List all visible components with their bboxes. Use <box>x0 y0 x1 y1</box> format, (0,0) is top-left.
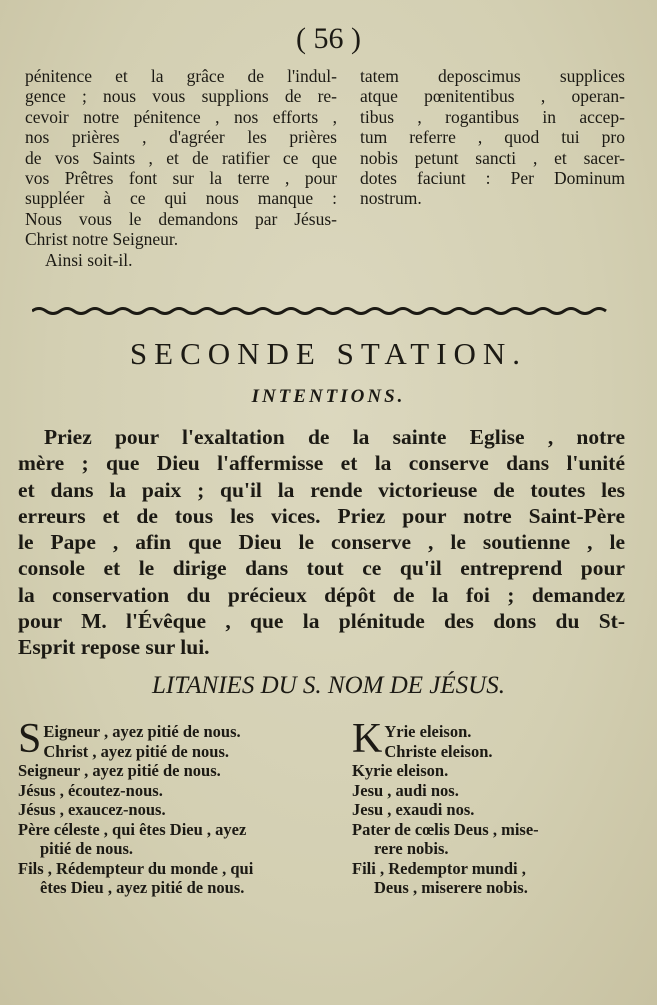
text-line: la conservation du précieux dépôt de la foi ; demandez <box>18 582 625 607</box>
text-line: nos prières , d'agréer les prières <box>25 127 337 148</box>
litany-line: Seigneur , ayez pitié de nous. <box>18 761 221 780</box>
text-line: de vos Saints , et de ratifier ce que <box>25 147 337 168</box>
text-line: dotes faciunt : Per Dominum <box>360 168 625 189</box>
drop-cap: K <box>352 716 383 762</box>
litany-line: Jésus , écoutez-nous. <box>18 780 163 800</box>
litany-line: Jesu , audi nos. <box>352 780 459 800</box>
litany-line: Pater de cœlis Deus , mise- <box>352 819 539 839</box>
text-line: nobis petunt sancti , et sacer- <box>360 147 625 168</box>
litany-line: Deus , miserere nobis. <box>374 878 528 897</box>
litany-line: Fils , Rédempteur du monde , qui <box>18 858 254 878</box>
text-line: pénitence et la grâce de l'indul- <box>25 66 337 86</box>
litany-line: êtes Dieu , ayez pitié de nous. <box>40 878 245 897</box>
text-line: et dans la paix ; qu'il la rende victorieuse de toutes les <box>18 477 625 502</box>
french-prayer-column <box>25 66 337 270</box>
text-line: le Pape , afin que Dieu le conserve , le soutienne , le <box>18 530 625 555</box>
text-line: nostrum. <box>360 188 422 209</box>
page-number: ( 56 ) <box>296 22 361 55</box>
text-line: mère ; que Dieu l'affermisse et la conserve dans l'unité <box>18 451 625 476</box>
text-line: suppléer à ce qui nous manque : <box>25 188 337 209</box>
text-line: Ainsi soit-il. <box>45 249 133 270</box>
text-line: tatem deposcimus supplices <box>360 66 625 86</box>
text-line: pour M. l'Évêque , que la plénitude des dons du St- <box>18 609 625 634</box>
text-line: Christ notre Seigneur. <box>25 229 179 250</box>
litany-line: Yrie eleison. <box>384 722 472 741</box>
litany-title: LITANIES DU S. NOM DE JÉSUS. <box>152 672 505 699</box>
litany-line: Fili , Redemptor mundi , <box>352 858 526 878</box>
litany-line: Christ , ayez pitié de nous. <box>43 741 229 761</box>
litany-line: Eigneur , ayez pitié de nous. <box>43 722 241 741</box>
text-line: tum referre , quod tui pro <box>360 127 625 148</box>
litany-line: Kyrie eleison. <box>352 761 449 780</box>
section-title: SECONDE STATION. <box>129 336 528 371</box>
litany-latin-column <box>352 716 627 898</box>
text-line: Esprit repose sur lui. <box>18 635 210 660</box>
text-line: erreurs et de tous les vices. Priez pour notre Saint-Père <box>18 503 625 528</box>
litany-line: Jésus , exaucez-nous. <box>18 800 166 819</box>
ornamental-divider <box>32 306 612 316</box>
litany-line: Jesu , exaudi nos. <box>352 800 475 819</box>
intentions-heading: INTENTIONS. <box>251 386 406 407</box>
drop-cap: S <box>18 716 42 762</box>
latin-prayer-column <box>360 66 625 209</box>
text-line: console et le dirige dans tout ce qu'il entreprend pour <box>18 556 625 581</box>
text-line: gence ; nous vous supplions de re- <box>25 86 337 107</box>
text-line: vos Prêtres font sur la terre , pour <box>25 168 337 189</box>
text-line: cevoir notre pénitence , nos efforts , <box>25 106 337 127</box>
litany-line: pitié de nous. <box>40 839 134 858</box>
litany-line: Père céleste , qui êtes Dieu , ayez <box>18 819 247 839</box>
litany-line: rere nobis. <box>374 839 449 858</box>
litany-french-column <box>18 716 333 898</box>
text-line: tibus , rogantibus in accep- <box>360 106 625 127</box>
text-line: atque pœnitentibus , operan- <box>360 86 625 107</box>
litany-line: Christe eleison. <box>384 741 493 761</box>
text-line: Priez pour l'exaltation de la sainte Eglise , notre <box>44 425 625 449</box>
intentions-paragraph <box>18 424 625 661</box>
text-line: Nous vous le demandons par Jésus- <box>25 208 337 229</box>
